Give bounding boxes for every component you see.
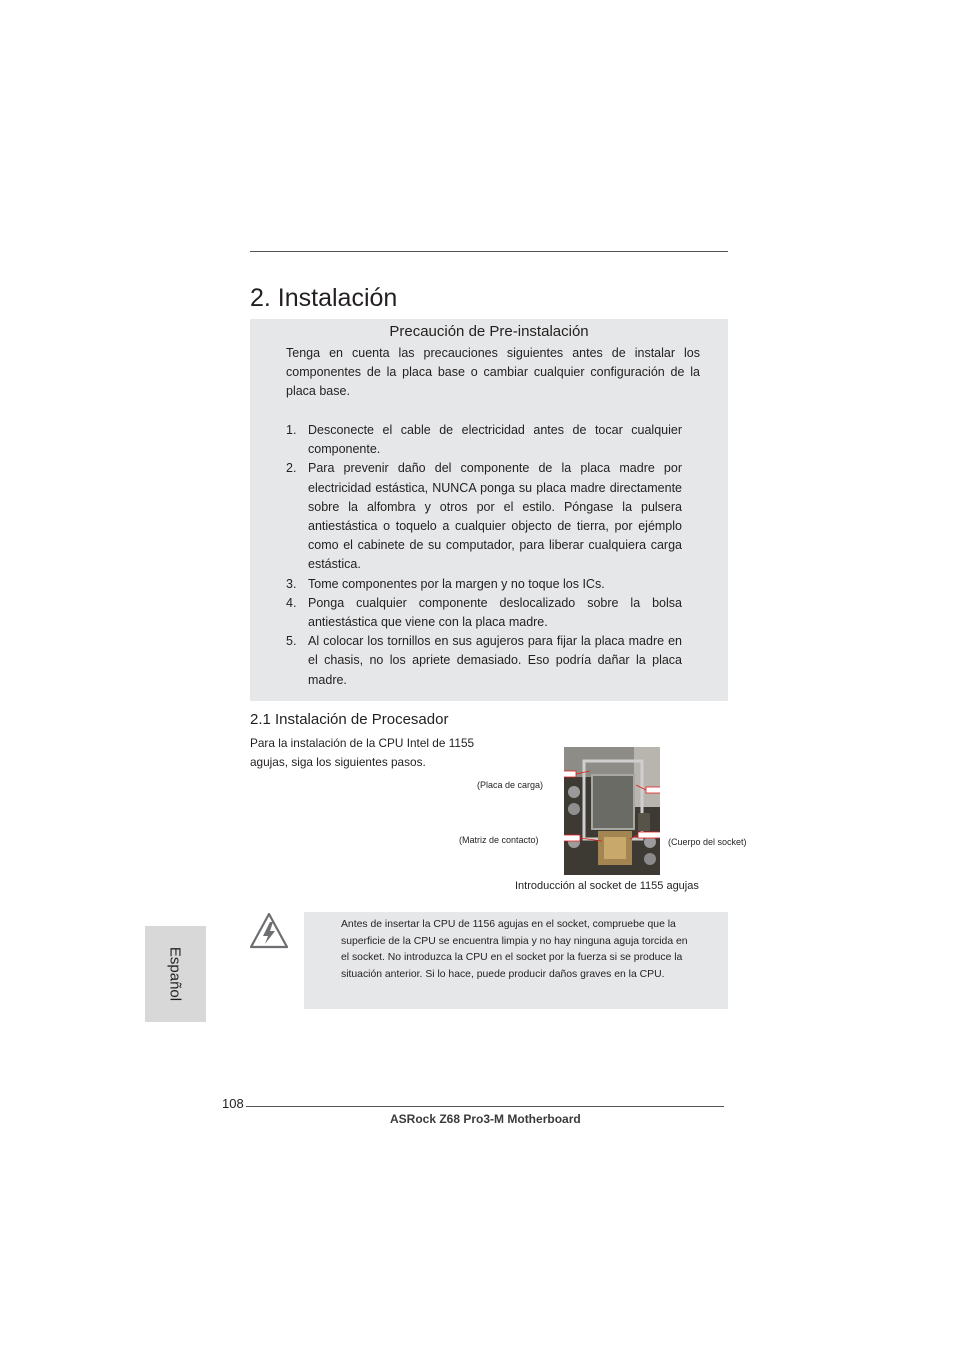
label-socket-body: (Cuerpo del socket): [668, 837, 747, 847]
caution-steps: [286, 421, 682, 690]
caution-title: Precaución de Pre-instalación: [389, 323, 589, 340]
step-number: 4.: [286, 595, 297, 610]
step-number: 1.: [286, 423, 297, 437]
step-number: 3.: [286, 576, 297, 591]
callout-load-plate: [564, 771, 576, 777]
warning-box: [304, 912, 728, 1009]
label-contact-array: (Matriz de contacto): [459, 835, 539, 845]
step-text: Al colocar los tornillos en sus agujeros para fijar la placa madre en el chasis, no los apriete demasiado. Eso podría dañar la placa madre.: [308, 634, 682, 687]
warning-text: Antes de insertar la CPU de 1156 agujas en el socket, compruebe que la superficie de la CPU se encuentra limpia y no hay ninguna aguja torcida en el socket. No introduzca la CPU en el socket por la fuerza si se produce la situación anterior. Si lo hace, puede producir daños graves en la CPU.: [341, 919, 688, 980]
subsection-body: Para la instalación de la CPU Intel de 1155 agujas, siga los siguientes pasos.: [250, 736, 475, 769]
step-item: [286, 575, 682, 594]
caution-intro: Tenga en cuenta las precauciones siguientes antes de instalar los componentes de la placa base o cambiar cualquier configuración de la placa base.: [286, 346, 700, 399]
step-item: [286, 459, 682, 574]
language-tab: [145, 926, 206, 1022]
figure-caption: Introducción al socket de 1155 agujas: [515, 880, 699, 892]
step-number: 2.: [286, 461, 297, 476]
step-text: Tome componentes por la margen y no toque los ICs.: [308, 576, 605, 591]
warning-icon: [249, 910, 291, 950]
page-number: 108: [222, 1096, 244, 1111]
step-text: Para prevenir daño del componente de la placa madre por electricidad estástica, NUNCA ponga su placa madre directamente sobre la alfombra y otros por el estilo. Póngase la pulsera antiestástica o toquelo a cualquier objecto de tierra, por ejémplo como el cabinete de su computador, para liberar cualquiera carga estástica.: [308, 461, 682, 572]
callout-load-lever: [646, 787, 660, 793]
step-item: [286, 421, 682, 459]
page-title: 2. Instalación: [250, 284, 398, 312]
step-item: [286, 632, 682, 690]
step-text: Ponga cualquier componente deslocalizado sobre la bolsa antiestástica que viene con la placa madre.: [308, 595, 682, 630]
footer-title: ASRock Z68 Pro3-M Motherboard: [390, 1112, 581, 1126]
language-tab-label: Español: [166, 946, 184, 1002]
cpu-socket-photo: [564, 747, 660, 875]
step-text: Desconecte el cable de electricidad antes de tocar cualquier componente.: [308, 423, 682, 457]
label-load-plate: (Placa de carga): [477, 780, 544, 790]
callout-socket-body: [638, 832, 660, 838]
callout-contact-array: [564, 835, 580, 841]
step-item: [286, 594, 682, 632]
caution-box: [250, 319, 728, 701]
subsection-title: 2.1 Instalación de Procesador: [250, 711, 449, 728]
top-rule: [250, 251, 728, 252]
step-number: 5.: [286, 634, 297, 649]
bottom-rule: [246, 1106, 724, 1107]
